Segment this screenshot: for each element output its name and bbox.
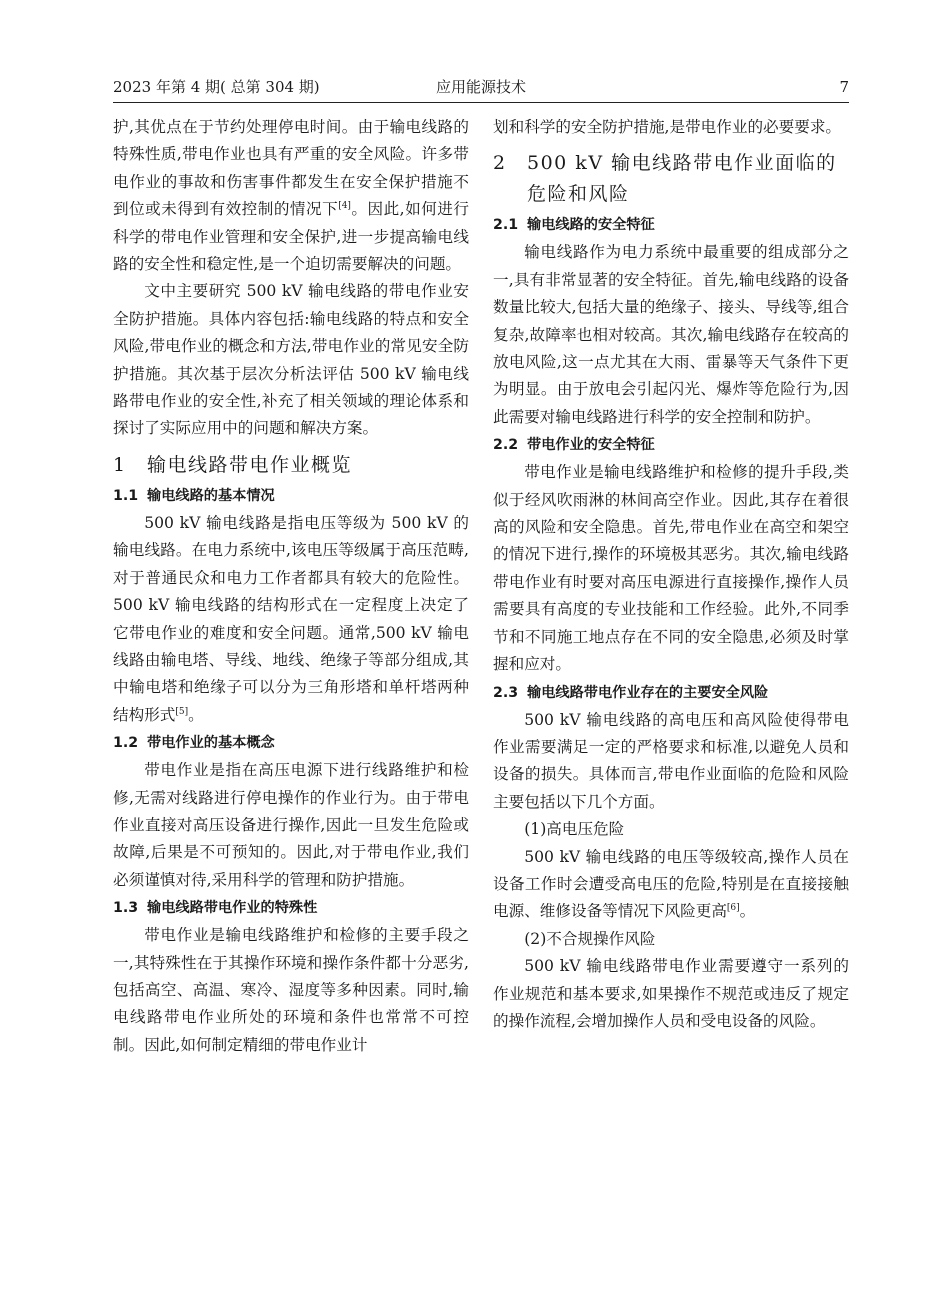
running-header bbox=[113, 76, 849, 102]
citation-ref[interactable]: [6] bbox=[726, 903, 740, 914]
list-item-heading: (2)不合规操作风险 bbox=[524, 929, 656, 948]
subsection-heading-2-3: 2.3 输电线路带电作业存在的主要安全风险 bbox=[493, 684, 769, 701]
paragraph: 500 kV 输电线路的电压等级较高,操作人员在设备工作时会遭受高电压的危险,特别是在直接接触电源、维修设备等情况下风险更高[6]。 bbox=[493, 847, 849, 921]
list-item-heading: (1)高电压危险 bbox=[524, 820, 625, 839]
right-column bbox=[493, 114, 849, 1035]
paragraph: 输电线路作为电力系统中最重要的组成部分之一,具有非常显著的安全特征。首先,输电线路的设备数量比较大,包括大量的绝缘子、接头、导线等,组合复杂,故障率也相对较高。其次,输电线路存在较高的放电风险,这一点尤其在大雨、雷暴等天气条件下更为明显。由于放电会引起闪光、爆炸等危险行为,因此需要对输电线路进行科学的安全控制和防护。 bbox=[493, 243, 849, 426]
issue-info: 2023 年第 4 期( 总第 304 期) bbox=[113, 78, 320, 96]
subsection-heading-1-2: 1.2 带电作业的基本概念 bbox=[113, 735, 275, 752]
subsection-heading-1-3: 1.3 输电线路带电作业的特殊性 bbox=[113, 900, 318, 917]
paragraph: 护,其优点在于节约处理停电时间。由于输电线路的特殊性质,带电作业也具有严重的安全风险。许多带电作业的事故和伤害事件都发生在安全保护措施不到位或未得到有效控制的情况下[4]。因此,如何进行科学的带电作业管理和安全保护,进一步提高输电线路的安全性和稳定性,是一个迫切需要解决的问题。 bbox=[113, 118, 469, 274]
subsection-heading-1-1: 1.1 输电线路的基本情况 bbox=[113, 487, 275, 504]
paragraph: 500 kV 输电线路是指电压等级为 500 kV 的输电线路。在电力系统中,该电压等级属于高压范畴,对于普通民众和电力工作者都具有较大的危险性。500 kV 输电线路的结构形式在一定程度上决定了它带电作业的难度和安全问题。通常,500 kV 输电线路由输电塔、导线、地线、绝缘子等部分组成,其中输电塔和绝缘子可以分为三角形塔和单杆塔两种结构形式[5]。 bbox=[113, 513, 469, 724]
citation-ref[interactable]: [4] bbox=[338, 201, 351, 212]
paragraph: 带电作业是输电线路维护和检修的主要手段之一,其特殊性在于其操作环境和操作条件都十分恶劣,包括高空、高温、寒冷、湿度等多种因素。同时,输电线路带电作业所处的环境和条件也常常不可控制。因此,如何制定精细的带电作业计 bbox=[113, 926, 469, 1054]
journal-title: 应用能源技术 bbox=[435, 78, 526, 96]
header-divider bbox=[113, 102, 849, 103]
paragraph: 文中主要研究 500 kV 输电线路的带电作业安全防护措施。具体内容包括:输电线路的特点和安全风险,带电作业的概念和方法,带电作业的常见安全防护措施。其次基于层次分析法评估 500 kV 输电线路带电作业的安全性,补充了相关领域的理论体系和探讨了实际应用中的问题和解决方案。 bbox=[113, 282, 469, 438]
paragraph: 带电作业是指在高压电源下进行线路维护和检修,无需对线路进行停电操作的作业行为。由于带电作业直接对高压设备进行操作,因此一旦发生危险或故障,后果是不可预知的。因此,对于带电作业,我们必须谨慎对待,采用科学的管理和防护措施。 bbox=[113, 761, 469, 889]
paragraph: 带电作业是输电线路维护和检修的提升手段,类似于经风吹雨淋的林间高空作业。因此,其存在着很高的风险和安全隐患。首先,带电作业在高空和架空的情况下进行,操作的环境极其恶劣。其次,输电线路带电作业有时要对高压电源进行直接操作,操作人员需要具有高度的专业技能和工作经验。此外,不同季节和不同施工地点存在不同的安全隐患,必须及时掌握和应对。 bbox=[493, 463, 849, 674]
section-heading-1: 1 输电线路带电作业概览 bbox=[113, 453, 353, 476]
section-heading-2: 2 500 kV 输电线路带电作业面临的危险和风险 bbox=[493, 152, 837, 206]
subsection-heading-2-1: 2.1 输电线路的安全特征 bbox=[493, 217, 655, 234]
page-number: 7 bbox=[839, 78, 849, 96]
paragraph: 划和科学的安全防护措施,是带电作业的必要要求。 bbox=[493, 118, 842, 136]
citation-ref[interactable]: [5] bbox=[175, 706, 189, 717]
subsection-heading-2-2: 2.2 带电作业的安全特征 bbox=[493, 437, 655, 454]
left-column bbox=[113, 114, 469, 1059]
paragraph: 500 kV 输电线路的高电压和高风险使得带电作业需要满足一定的严格要求和标准,以避免人员和设备的损失。具体而言,带电作业面临的危险和风险主要包括以下几个方面。 bbox=[493, 710, 849, 811]
paragraph: 500 kV 输电线路带电作业需要遵守一系列的作业规范和基本要求,如果操作不规范或违反了规定的操作流程,会增加操作人员和受电设备的风险。 bbox=[493, 957, 849, 1030]
